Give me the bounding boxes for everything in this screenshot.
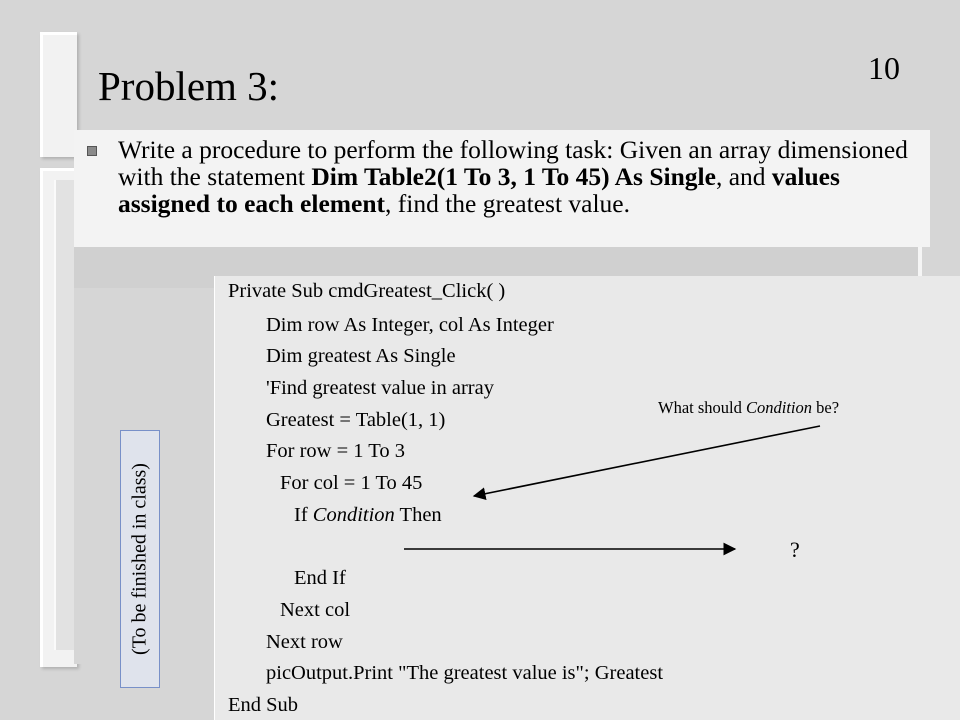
code-line-for-col: For col = 1 To 45 — [280, 472, 423, 494]
problem-bold-values: values assigned to each element — [118, 162, 840, 218]
side-note-text: (To be finished in class) — [128, 463, 151, 655]
code-if-then: Then — [394, 504, 442, 526]
annotation-prefix: What should — [658, 398, 746, 417]
code-line-next-col: Next col — [280, 599, 351, 621]
problem-bold-dim: Dim Table2(1 To 3, 1 To 45) As Single — [311, 162, 716, 191]
slide-number: 10 — [868, 50, 900, 86]
arrow-to-condition — [474, 426, 820, 496]
code-line-next-row: Next row — [266, 631, 343, 653]
code-line-init: Greatest = Table(1, 1) — [266, 409, 446, 431]
code-if-condition: Condition — [312, 504, 395, 526]
code-if-keyword: If — [294, 504, 313, 526]
code-line-print: picOutput.Print "The greatest value is"; Greatest — [266, 662, 664, 684]
code-line-dim-greatest: Dim greatest As Single — [266, 345, 456, 367]
annotation-italic: Condition — [746, 398, 813, 417]
code-line-comment: 'Find greatest value in array — [266, 377, 494, 399]
question-mark: ? — [790, 537, 800, 562]
problem-text-1: Write a procedure to perform the following task: Given an array dimensioned with the statement — [118, 135, 908, 191]
code-line-sub: Private Sub cmdGreatest_Click( ) — [228, 280, 506, 302]
code-line-dim-row-col: Dim row As Integer, col As Integer — [266, 314, 554, 336]
problem-text-3: , find the greatest value. — [385, 189, 631, 218]
problem-text-2: , and — [715, 162, 772, 191]
code-line-end-if: End If — [294, 567, 346, 589]
code-line-end-sub: End Sub — [228, 694, 299, 716]
slide-title: Problem 3: — [98, 63, 280, 109]
code-line-for-row: For row = 1 To 3 — [266, 440, 406, 462]
annotation-suffix: be? — [812, 398, 840, 417]
